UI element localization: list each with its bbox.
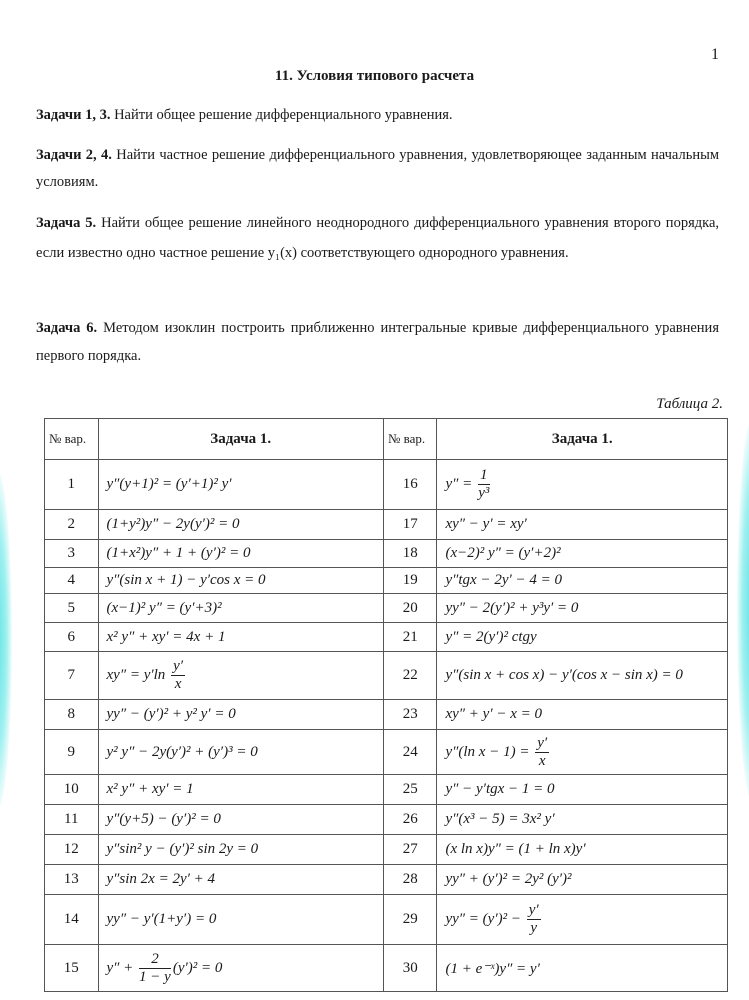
variant-number: 25 xyxy=(383,775,437,805)
equations-table xyxy=(44,418,728,992)
formula-text: xy″ = y′ln xyxy=(106,666,170,683)
formula-text: y″(y+1)² = (y′+1)² y′ xyxy=(106,476,232,492)
fraction xyxy=(535,735,549,770)
numerator: y′ xyxy=(173,658,184,674)
variant-number: 26 xyxy=(383,805,437,835)
equation-cell xyxy=(98,652,383,700)
denominator: y xyxy=(530,920,538,936)
equation-cell xyxy=(437,730,728,775)
formula-text: y″(sin x + cos x) − y′(cos x − sin x) = 0 xyxy=(445,667,683,683)
fraction xyxy=(478,467,490,502)
variant-number: 8 xyxy=(45,700,99,730)
formula-text: y² y″ − 2y(y′)² + (y′)³ = 0 xyxy=(106,743,258,760)
variant-number: 7 xyxy=(45,652,99,700)
formula-text: y″(ln x − 1) = xyxy=(445,743,534,760)
table-row xyxy=(45,945,728,992)
equation-cell xyxy=(437,652,728,700)
table-row xyxy=(45,568,728,594)
formula-text: y″sin 2x = 2y′ + 4 xyxy=(106,871,216,887)
equation-cell xyxy=(98,730,383,775)
equation-cell xyxy=(98,775,383,805)
formula-text: y″ = xyxy=(445,475,477,492)
equation-cell xyxy=(437,540,728,568)
table-caption: Таблица 2. xyxy=(656,396,723,412)
formula-text: y″tgx − 2y′ − 4 = 0 xyxy=(445,572,563,588)
variant-number: 20 xyxy=(383,594,437,623)
table-row xyxy=(45,623,728,652)
equation-cell xyxy=(98,865,383,895)
table-row xyxy=(45,652,728,700)
variant-number: 19 xyxy=(383,568,437,594)
variant-number: 11 xyxy=(45,805,99,835)
variant-number: 24 xyxy=(383,730,437,775)
equation-cell xyxy=(98,510,383,540)
numerator: 2 xyxy=(139,951,171,969)
denominator: x xyxy=(174,676,182,692)
variant-number: 1 xyxy=(45,460,99,510)
equation-cell xyxy=(437,805,728,835)
equation-cell xyxy=(437,835,728,865)
equation-cell xyxy=(437,945,728,992)
formula-text: yy″ + (y′)² = 2y² (y′)² xyxy=(445,871,572,887)
equation-cell xyxy=(98,460,383,510)
equation-cell xyxy=(437,594,728,623)
formula-text: y″(x³ − 5) = 3x² y′ xyxy=(445,811,555,827)
col-header-task: Задача 1. xyxy=(98,419,383,460)
equation-cell xyxy=(437,568,728,594)
table-row xyxy=(45,775,728,805)
table-row xyxy=(45,805,728,835)
variant-number: 9 xyxy=(45,730,99,775)
table-row xyxy=(45,540,728,568)
variant-number: 16 xyxy=(383,460,437,510)
variant-number: 27 xyxy=(383,835,437,865)
variant-number: 23 xyxy=(383,700,437,730)
table-row xyxy=(45,865,728,895)
formula-text: xy″ − y′ = xy′ xyxy=(445,516,527,532)
task-1-3: Задачи 1, 3. Найти общее решение дифференциального уравнения. xyxy=(36,107,453,123)
equation-cell xyxy=(437,460,728,510)
equation-cell xyxy=(98,540,383,568)
fraction xyxy=(527,902,541,937)
variant-number: 30 xyxy=(383,945,437,992)
formula-text: (x−2)² y″ = (y′+2)² xyxy=(445,545,561,561)
equation-cell xyxy=(98,895,383,945)
col-header-variant: № вар. xyxy=(45,419,99,460)
variant-number: 3 xyxy=(45,540,99,568)
formula-text: x² y″ + xy′ = 4x + 1 xyxy=(106,628,226,645)
fraction xyxy=(139,951,171,986)
equation-cell xyxy=(437,895,728,945)
variant-number: 15 xyxy=(45,945,99,992)
formula-text: yy″ − (y′)² + y² y′ = 0 xyxy=(106,706,236,722)
equation-cell xyxy=(437,510,728,540)
page-number: 1 xyxy=(711,46,719,63)
formula-text: yy″ = (y′)² − xyxy=(445,910,525,927)
formula-text: y″(y+5) − (y′)² = 0 xyxy=(106,811,221,827)
variant-number: 5 xyxy=(45,594,99,623)
formula-text: (1+x²)y″ + 1 + (y′)² = 0 xyxy=(106,545,251,561)
equation-cell xyxy=(437,623,728,652)
equation-cell xyxy=(437,700,728,730)
equation-cell xyxy=(98,835,383,865)
table-row xyxy=(45,835,728,865)
formula-text: y″sin² y − (y′)² sin 2y = 0 xyxy=(106,841,259,857)
variant-number: 29 xyxy=(383,895,437,945)
equation-cell xyxy=(437,865,728,895)
variant-number: 22 xyxy=(383,652,437,700)
table-row xyxy=(45,510,728,540)
denominator: x xyxy=(538,752,546,769)
equation-cell xyxy=(98,700,383,730)
table-row xyxy=(45,895,728,945)
fraction xyxy=(171,658,185,693)
numerator: y′ xyxy=(528,902,539,918)
formula-text: xy″ + y′ − x = 0 xyxy=(445,706,543,722)
numerator: y′ xyxy=(537,734,548,751)
denominator: y³ xyxy=(478,485,490,501)
variant-number: 2 xyxy=(45,510,99,540)
variant-number: 18 xyxy=(383,540,437,568)
formula-text: (y′)² = 0 xyxy=(172,959,223,976)
variant-number: 14 xyxy=(45,895,99,945)
equation-cell xyxy=(98,805,383,835)
section-title: 11. Условия типового расчета xyxy=(274,68,475,84)
right-edge-glow xyxy=(737,420,749,800)
formula-text: (1 + e⁻ˣ)y″ = y′ xyxy=(445,960,540,977)
numerator: 1 xyxy=(480,467,488,483)
formula-text: y″(sin x + 1) − y′cos x = 0 xyxy=(106,572,266,588)
variant-number: 4 xyxy=(45,568,99,594)
formula-text: y″ + xyxy=(106,959,138,976)
table-row xyxy=(45,594,728,623)
left-edge-glow xyxy=(0,470,12,810)
equation-cell xyxy=(98,945,383,992)
formula-text: y″ = 2(y′)² ctgy xyxy=(445,628,537,645)
equation-cell xyxy=(98,594,383,623)
formula-text: yy″ − y′(1+y′) = 0 xyxy=(106,911,217,927)
variant-number: 6 xyxy=(45,623,99,652)
variant-number: 28 xyxy=(383,865,437,895)
task-2-4: Задачи 2, 4. Найти частное решение дифференциального уравнения, удовлетворяющее заданным начальным условиям. xyxy=(36,147,719,190)
col-header-task: Задача 1. xyxy=(437,419,728,460)
equation-cell xyxy=(437,775,728,805)
formula-text: (x−1)² y″ = (y′+3)² xyxy=(106,599,222,616)
formula-text: x² y″ + xy′ = 1 xyxy=(106,781,194,797)
formula-text: y″ − y′tgx − 1 = 0 xyxy=(445,781,555,797)
table-row xyxy=(45,700,728,730)
table-row xyxy=(45,730,728,775)
formula-text: (x ln x)y″ = (1 + ln x)y′ xyxy=(445,841,586,857)
variant-number: 17 xyxy=(383,510,437,540)
formula-text: yy″ − 2(y′)² + y³y′ = 0 xyxy=(445,599,579,616)
variant-number: 21 xyxy=(383,623,437,652)
variant-number: 10 xyxy=(45,775,99,805)
task-6: Задача 6. Методом изоклин построить приближенно интегральные кривые дифференциального уравнения первого порядка. xyxy=(36,320,719,364)
variant-number: 12 xyxy=(45,835,99,865)
equation-cell xyxy=(98,623,383,652)
col-header-variant: № вар. xyxy=(383,419,437,460)
formula-text: (1+y²)y″ − 2y(y′)² = 0 xyxy=(106,516,240,532)
denominator: 1 − y xyxy=(139,968,171,985)
equation-cell xyxy=(98,568,383,594)
task-5: Задача 5. Найти общее решение линейного неоднородного дифференциального уравнения второго порядка, если известно одно частное решение y₁(x) соответствующего однородного уравнения. xyxy=(36,215,720,261)
variant-number: 13 xyxy=(45,865,99,895)
table-row xyxy=(45,460,728,510)
